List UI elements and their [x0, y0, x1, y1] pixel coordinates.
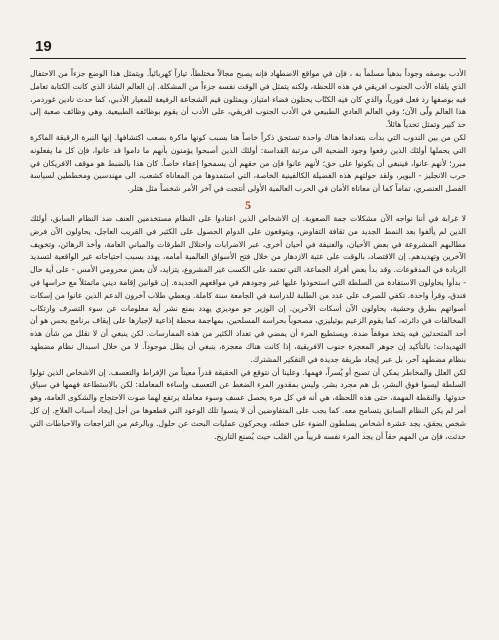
- page-body: [30, 68, 466, 614]
- page-number: 19: [35, 38, 52, 55]
- paragraph-1: الأدب بوصفه وجوداً بدهياً مسلماً به ، فإن في مواقع الاضطهاد فإنه يصبح مجالاً مختلطاً، تياراً كهربائياً. ويتمثل هذا الوضع جزءاً من الاحتفال الذي يلقاه الأدب الجنوب افريقي في هذه اللحظة، ولكنه يتمثل في الوقت نفسه جزءاً من المشكلة. إن العالم الشاذ الذي كانت الكتابة تعامل فيه بوصفها رد فعل فورياً، والذي كان فيه الكتّاب يحتلون فضاء امتياز، ويمثلون قيم الشجاعة الرفيعة للمعيار الأدبي، كما حدث نادين غوردمر، هذا العالم ولّى الآن؛ وفي العالم العادي الطبيعي في الأدب الجنوب افريقي، على الأدب أن يقوم بوظائفه الطبيعية. وهي وظائف صعبة إلى حد كبير وتمثل تحدياً هائلاً.: [30, 69, 466, 130]
- section-number: 5: [245, 197, 251, 212]
- paragraph-4: لكن العلل والمخاطر يمكن أن تصبح أو يُسراً، فهمها. وعلينا أن نتوقع في الحقيقة قدراً معيناً من الإفراط والتعسف. إن الاشخاص الذين تولوا السلطة ليسوا فوق البشر، بل هم مجرد بشر. وليس بمقدور المرء الضغط عن التعسف وإساءة المعاملة: لكن بالاستطاعة فهمها في سياق حدوثها. والنقطة المهمة، حتى هذه اللحظة، هي أنه في كل مرة يحصل عسف وسوء معاملة يرتفع لهما صوت الاحتجاج والشكوى العامة، وهو أمر لم يكن النظام السابق يتسامح معه. كما يجب على المتفاوضين أن لا ينسوا تلك الوعود التي قطعوها من أجل إيجاد أسباب العلاج. إن كل شخص يحقق، يجد عشرة أشخاص يسلطون الضوء على خطئه، ويحركون عمليات البحث عن حلول. وبالرغم من التراجعات والاحباطات التي حدثت، فإن من المهم حقاً أن يجد المرء نفسه قريباً من القلب حيث يُصنع التاريخ.: [30, 367, 466, 441]
- paragraph-2: لكن من بين الندوب التي بدأت بتعدادها هناك واحدة تستحق ذكراً خاصاً هنا بسبب كونها ماكرة بصعب اكتشافها. إنها النبرة الرقيقة الماكرة التي يحملها أولئك الذين رفعوا وجود الضحية الى مرتبة القداسة: أولئك الذين أصبحوا يؤمنون بأنهم ما داموا قد عانوا، فإن كل ما يفعلونه مبرر؛ لأنهم عانوا، فينبغي أن يكونوا على حق؛ لأنهم عانوا فإن من حقهم أن يسمحوا إعفاء خاصاً. كان هذا بالضبط هو موقف الافريكان في حرب الانجليز - البوير، ولقد حولتهم هذه الفضيلة الكالفينية الخاصة، التي استمدوها من المعاناة كشعب، الى مهندسين ومخططين لسياسة الفصل العنصري، تماماً كما أن معاناة الأمان في الحرب العالمية الأولى أنتجت في آخر الأمر شخصاً مثل هتلر.: [30, 132, 466, 194]
- paragraph-3: لا غرابة في أننا نواجه الآن مشكلات جمة الصعوبة. إن الاشخاص الذين اعتادوا على النظام مستخدمين العنف ضد النظام السابق، أولئك الذين لم يألفوا بعد النمط الجديد من ثقافة التفاوض، ويتوقعون على الدوام الحصول على الكثير في القريب العاجل، يحاولون الآن فرض مطالبهم المشروعة في بعض الأحيان، والعنيفة في أحيان أخرى، عبر الاضرابات واحتلال الطرقات والمباني العامة، وأخذ الرهائن، وتخويف الآخرين وتهديدهم. إن الاقتصاد، بالوقت على عتبة الازدهار من خلال فتح الأسواق العالمية أمامه، يهدد بسبب احتياجاته غير الواقعية لتسديد الزيادة في المدفوعات. وقد بدأ بعض أفراد الجماعة، التي تعتمد على الكسب غير المشروع، يتزايد، لأن بعض محرومي الأمس - على أية حال - بدأوا يحاولون الاستفادة من السلطة التي استحوذوا عليها غير وجودهم في مواقعهم الجديدة. إن قوانين إقامة ديني ماتمثلاً مع حراسها في فندق، وقرأ واحدة. تكفي للصرف على عدد من الطلبة للدراسة في الجامعة سنة كاملة. ويعطي طلاب آخرون الدعم الذين عانوا من إسكات أصواتهم بطرق وحشية، يحاولون الآن أسكات الآخرين. إن الوزير جو موديزي يهدد بمنع نشر أية معلومات عن سوء التصرف وارتكاب المخالفات في دائرته، كما يقوم الزعيم بوتيليزي، مصحوباً بحراسه المسلحين، بمهاجمة محطة إذاعية لإجبارها على إيقاف برنامج يحس هو أن أحد المتحدثين فيه يتخذ موقفاً ضده. ويستطيع المرء أن يمضي في تعداد الكثير من هذه الممارسات. لكن ينبغي أن لا نقلل من شأن هذه التهديدات: بالتأكيد إن جوهر المعجزة جنوب الافريقية، إذا كانت هناك معجزة، ينبغي أن يظل موجوداً. لا من خلال اسبدال نظام مضطهد بنظام مضطهد آخر، بل عبر إيجاد طريقة جديدة في التفكير المشترك.: [30, 213, 466, 364]
- header-rule: [30, 58, 466, 59]
